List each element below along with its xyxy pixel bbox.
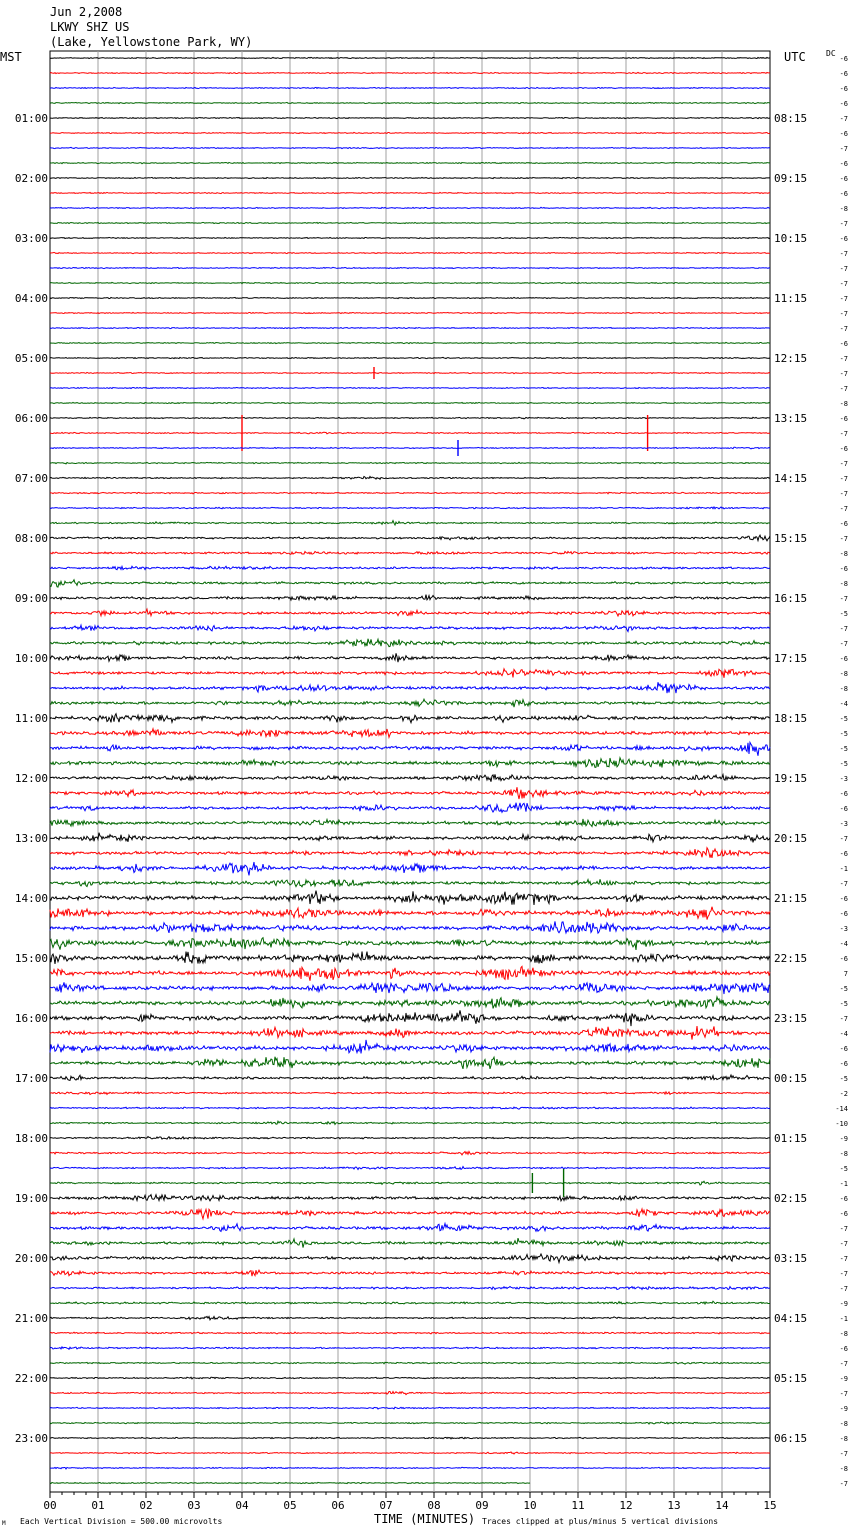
trace-line [50,907,770,920]
right-hour-label: 13:15 [774,412,808,425]
trace-line [50,787,770,799]
trace-line [50,1010,770,1026]
dc-offset-label: -14 [835,1105,848,1113]
dc-offset-label: -9 [839,1300,848,1308]
left-hour-label: 20:00 [14,1252,48,1265]
dc-offset-label: -8 [839,1420,848,1428]
left-hour-label: 09:00 [14,592,48,605]
dc-offset-label: -9 [839,1405,848,1413]
x-tick-label: 02 [139,1499,153,1512]
x-tick-label: 11 [571,1499,585,1512]
dc-offset-label: -8 [839,550,848,558]
dc-offset-label: -5 [839,610,848,618]
trace-line [50,1407,770,1409]
trace-line [50,552,770,555]
trace-line [50,87,770,88]
trace-line [50,417,770,419]
trace-line [50,833,770,843]
dc-offset-label: -6 [839,1210,848,1218]
left-hour-label: 19:00 [14,1192,48,1205]
dc-offset-label: -9 [839,1135,848,1143]
dc-offset-label: -8 [839,685,848,693]
trace-line [50,1107,770,1109]
dc-offset-label: -7 [839,1015,848,1023]
trace-line [50,848,770,858]
trace-line [50,387,770,388]
trace-line [50,1287,770,1290]
dc-offset-label: -7 [839,370,848,378]
right-hour-label: 08:15 [774,112,808,125]
trace-line [50,1238,770,1248]
dc-offset-label: -4 [839,700,848,708]
right-hour-label: 17:15 [774,652,808,665]
dc-offset-label: -5 [839,985,848,993]
dc-offset-label: -5 [839,715,848,723]
x-tick-label: 07 [379,1499,393,1512]
right-hour-label: 01:15 [774,1132,808,1145]
dc-offset-label: -8 [839,580,848,588]
right-hour-label: 03:15 [774,1252,808,1265]
trace-line [50,609,770,616]
dc-offset-label: -6 [839,70,848,78]
dc-offset-label: -7 [839,1450,848,1458]
dc-offset-label: -5 [839,745,848,753]
trace-line [50,595,770,600]
trace-line [50,625,770,631]
trace-line [50,982,770,994]
right-hour-label: 09:15 [774,172,808,185]
trace-line [50,72,770,73]
trace-line [50,1301,770,1304]
right-hour-label: 15:15 [774,532,808,545]
trace-line [50,297,770,298]
dc-offset-label: -6 [839,565,848,573]
trace-line [50,699,770,707]
left-hour-label: 03:00 [14,232,48,245]
dc-offset-label: -7 [839,475,848,483]
x-tick-label: 05 [283,1499,297,1512]
trace-line [50,1167,770,1170]
dc-offset-label: -6 [839,790,848,798]
dc-offset-label: -6 [839,175,848,183]
trace-layer [50,57,770,1483]
dc-offset-label: -6 [839,100,848,108]
trace-line [50,102,770,103]
trace-line [50,729,770,738]
dc-offset-label: -7 [839,145,848,153]
dc-offset-label: -6 [839,655,848,663]
left-timezone-label: MST [0,50,22,64]
trace-line [50,462,770,464]
label-layer [0,5,848,1527]
dc-offset-label: -1 [839,865,848,873]
trace-line [50,207,770,208]
dc-offset-label: -8 [839,1465,848,1473]
left-hour-label: 01:00 [14,112,48,125]
dc-offset-label: -6 [839,340,848,348]
trace-line [50,682,770,693]
dc-offset-label: -7 [839,505,848,513]
trace-line [50,1270,770,1276]
dc-offset-label: -7 [839,625,848,633]
dc-offset-label: 7 [843,970,848,978]
dc-offset-label: -6 [839,1345,848,1353]
dc-offset-label: -6 [839,130,848,138]
dc-offset-label: -4 [839,940,848,948]
trace-line [50,402,770,403]
trace-line [50,1316,770,1319]
trace-line [50,432,770,434]
trace-line [50,952,770,964]
right-hour-label: 23:15 [774,1012,808,1025]
right-hour-label: 04:15 [774,1312,808,1325]
header-location: (Lake, Yellowstone Park, WY) [50,35,253,49]
trace-line [50,177,770,178]
dc-offset-label: -4 [839,1030,848,1038]
trace-line [50,1224,770,1232]
dc-offset-label: -7 [839,310,848,318]
dc-offset-label: -1 [839,1315,848,1323]
dc-offset-label: -6 [839,1060,848,1068]
trace-line [50,653,770,662]
dc-offset-label: -7 [839,325,848,333]
dc-offset-label: -7 [839,1225,848,1233]
dc-label: DC [826,49,836,58]
right-hour-label: 14:15 [774,472,808,485]
dc-offset-label: -6 [839,190,848,198]
dc-offset-label: -6 [839,445,848,453]
dc-offset-label: -7 [839,355,848,363]
dc-offset-label: -5 [839,730,848,738]
trace-line [50,742,770,755]
trace-line [50,639,770,647]
x-tick-label: 15 [763,1499,777,1512]
dc-offset-label: -6 [839,520,848,528]
dc-offset-label: -7 [839,1255,848,1263]
dc-offset-label: -6 [839,55,848,63]
scale-note: Each Vertical Division = 500.00 microvolts [20,1517,223,1526]
dc-offset-label: -1 [839,1180,848,1188]
dc-offset-label: -7 [839,640,848,648]
trace-line [50,312,770,313]
trace-line [50,1181,770,1185]
left-hour-label: 16:00 [14,1012,48,1025]
dc-offset-label: -6 [839,1195,848,1203]
dc-offset-label: -7 [839,115,848,123]
x-axis-label: TIME (MINUTES) [374,1512,476,1526]
trace-line [50,580,770,587]
trace-line [50,891,770,905]
trace-line [50,819,770,827]
right-hour-label: 21:15 [774,892,808,905]
trace-line [50,342,770,343]
dc-offset-label: -9 [839,1375,848,1383]
x-tick-label: 06 [331,1499,345,1512]
trace-line [50,1026,770,1039]
dc-offset-label: -7 [839,280,848,288]
x-tick-label: 14 [715,1499,729,1512]
trace-line [50,1092,770,1095]
x-tick-label: 10 [523,1499,537,1512]
trace-line [50,966,770,980]
right-hour-label: 10:15 [774,232,808,245]
x-tick-label: 12 [619,1499,633,1512]
right-hour-label: 05:15 [774,1372,808,1385]
trace-line [50,147,770,148]
left-hour-label: 22:00 [14,1372,48,1385]
dc-offset-label: -7 [839,880,848,888]
dc-offset-label: -10 [835,1120,848,1128]
x-tick-label: 13 [667,1499,681,1512]
trace-line [50,879,770,887]
trace-line [50,252,770,253]
trace-line [50,192,770,193]
right-hour-label: 20:15 [774,832,808,845]
dc-offset-label: -8 [839,1330,848,1338]
trace-line [50,1040,770,1054]
left-hour-label: 23:00 [14,1432,48,1445]
left-hour-label: 15:00 [14,952,48,965]
right-hour-label: 11:15 [774,292,808,305]
dc-offset-label: -7 [839,460,848,468]
right-hour-label: 19:15 [774,772,808,785]
x-tick-label: 08 [427,1499,441,1512]
trace-line [50,132,770,133]
right-hour-label: 18:15 [774,712,808,725]
dc-offset-label: -6 [839,160,848,168]
left-hour-label: 07:00 [14,472,48,485]
dc-offset-label: -7 [839,265,848,273]
trace-line [50,566,770,569]
right-timezone-label: UTC [784,50,806,64]
trace-line [50,1437,770,1439]
dc-offset-label: -2 [839,1090,848,1098]
trace-line [50,1254,770,1263]
header-date: Jun 2,2008 [50,5,123,19]
dc-offset-label: -6 [839,415,848,423]
dc-offset-label: -7 [839,295,848,303]
right-hour-label: 12:15 [774,352,808,365]
trace-line [50,1392,770,1395]
dc-offset-label: -5 [839,1000,848,1008]
trace-line [50,1152,770,1155]
trace-line [50,327,770,328]
right-hour-label: 06:15 [774,1432,808,1445]
trace-line [50,1332,770,1334]
trace-line [50,1362,770,1364]
trace-line [50,1452,770,1454]
dc-offset-label: -6 [839,235,848,243]
trace-line [50,237,770,238]
trace-line [50,57,770,58]
x-tick-label: 01 [91,1499,105,1512]
left-hour-label: 18:00 [14,1132,48,1145]
right-hour-label: 02:15 [774,1192,808,1205]
left-hour-label: 05:00 [14,352,48,365]
left-hour-label: 06:00 [14,412,48,425]
dc-offset-label: -5 [839,760,848,768]
dc-offset-label: -8 [839,1435,848,1443]
trace-line [50,758,770,768]
header-station: LKWY SHZ US [50,20,130,34]
trace-line [50,535,770,541]
left-hour-label: 08:00 [14,532,48,545]
dc-offset-label: -8 [839,400,848,408]
x-tick-label: 00 [43,1499,57,1512]
dc-offset-label: -7 [839,220,848,228]
trace-line [50,372,770,373]
dc-offset-label: -6 [839,910,848,918]
left-hour-label: 11:00 [14,712,48,725]
dc-offset-label: -6 [839,850,848,858]
dc-offset-label: -8 [839,205,848,213]
dc-offset-label: -7 [839,490,848,498]
trace-line [50,938,770,950]
dc-offset-label: -8 [839,1150,848,1158]
left-hour-label: 10:00 [14,652,48,665]
trace-line [50,521,770,525]
x-tick-label: 09 [475,1499,489,1512]
dc-offset-label: -6 [839,955,848,963]
left-hour-label: 13:00 [14,832,48,845]
trace-line [50,862,770,875]
trace-line [50,507,770,509]
trace-line [50,222,770,223]
trace-line [50,1121,770,1124]
trace-line [50,1422,770,1424]
dc-offset-label: -7 [839,1360,848,1368]
trace-line [50,162,770,163]
trace-line [50,1075,770,1080]
trace-line [50,1209,770,1219]
dc-offset-label: -7 [839,1270,848,1278]
dc-offset-label: -7 [839,1480,848,1488]
dc-offset-label: -3 [839,820,848,828]
left-hour-label: 04:00 [14,292,48,305]
trace-line [50,492,770,494]
left-hour-label: 14:00 [14,892,48,905]
trace-line [50,803,770,813]
trace-line [50,669,770,678]
dc-offset-label: -7 [839,595,848,603]
trace-line [50,282,770,283]
trace-line [50,357,770,358]
trace-line [50,1137,770,1140]
left-hour-label: 21:00 [14,1312,48,1325]
right-hour-label: 22:15 [774,952,808,965]
trace-line [50,477,770,480]
dc-offset-label: -6 [839,85,848,93]
dc-offset-label: -7 [839,1285,848,1293]
trace-line [50,267,770,268]
dc-offset-label: -7 [839,430,848,438]
trace-line [50,1195,770,1201]
dc-offset-label: -5 [839,1165,848,1173]
dc-offset-label: -3 [839,775,848,783]
right-hour-label: 00:15 [774,1072,808,1085]
left-hour-label: 12:00 [14,772,48,785]
dc-offset-label: -5 [839,1075,848,1083]
trace-line [50,774,770,781]
dc-offset-label: -7 [839,1240,848,1248]
left-hour-label: 02:00 [14,172,48,185]
trace-line [50,1377,770,1379]
corner-mark: M [2,1520,6,1527]
trace-line [50,1467,770,1469]
dc-offset-label: -6 [839,1045,848,1053]
dc-offset-label: -7 [839,535,848,543]
left-hour-label: 17:00 [14,1072,48,1085]
dc-offset-label: -7 [839,1390,848,1398]
x-tick-label: 03 [187,1499,201,1512]
trace-line [50,714,770,723]
dc-offset-label: -7 [839,250,848,258]
dc-offset-label: -6 [839,895,848,903]
dc-offset-label: -7 [839,835,848,843]
trace-line [50,1347,770,1349]
dc-offset-label: -6 [839,805,848,813]
trace-line [50,447,770,449]
trace-line [50,1057,770,1069]
right-hour-label: 16:15 [774,592,808,605]
dc-offset-label: -3 [839,925,848,933]
trace-line [50,117,770,118]
trace-line [50,997,770,1009]
dc-offset-label: -8 [839,670,848,678]
x-tick-label: 04 [235,1499,249,1512]
clip-note: Traces clipped at plus/minus 5 vertical divisions [482,1517,719,1526]
dc-offset-label: -7 [839,385,848,393]
trace-line [50,921,770,933]
